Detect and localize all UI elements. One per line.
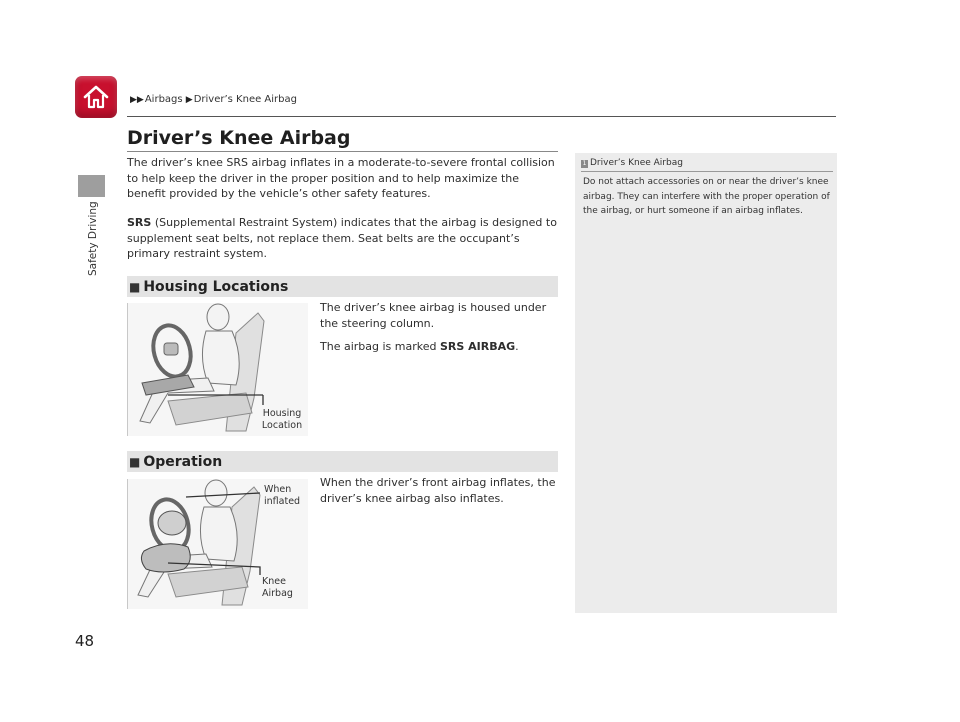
section-heading-operation: [127, 451, 558, 472]
note-text: Do not attach accessories on or near the driver’s knee airbag. They can interfere with the proper operation of the airbag, or hurt someone if an airbag inflates.: [583, 177, 830, 216]
intro-paragraph: The driver’s knee SRS airbag inflates in a moderate-to-severe frontal collision to help keep the driver in the proper position and to help maximize the benefit provided by the vehicle’s other safety features.: [127, 156, 555, 200]
housing-description: [320, 300, 556, 355]
housing-illustration: [127, 303, 308, 436]
section-heading-text: Housing Locations: [143, 278, 289, 295]
square-bullet-icon: ■: [129, 454, 141, 469]
home-button[interactable]: [75, 76, 117, 118]
breadcrumb-airbags[interactable]: Airbags: [144, 94, 183, 105]
note-divider: [581, 171, 833, 172]
breadcrumb: [130, 94, 297, 105]
knee-airbag-callout: Knee Airbag: [262, 576, 293, 599]
section-tab-label: Safety Driving: [87, 201, 99, 276]
title-divider: [127, 151, 558, 152]
header-divider: [127, 116, 836, 117]
when-inflated-callout: When inflated: [264, 484, 301, 507]
page-title: Driver’s Knee Airbag: [127, 127, 351, 149]
operation-illustration: [127, 479, 308, 609]
housing-location-callout: Housing Location: [261, 408, 303, 431]
srs-airbag-mark: SRS AIRBAG: [439, 340, 516, 353]
srs-paragraph: [127, 215, 558, 262]
triangle-right-icon: ▶▶: [130, 95, 144, 105]
page-number: 48: [75, 632, 95, 650]
breadcrumb-current: Driver’s Knee Airbag: [193, 94, 297, 105]
section-heading-text: Operation: [143, 453, 223, 470]
srs-term: SRS: [127, 216, 152, 229]
triangle-right-icon: ▶: [185, 95, 193, 105]
housing-desc-1: The driver’s knee airbag is housed under the steering column.: [320, 301, 547, 330]
section-heading-housing: [127, 276, 558, 297]
operation-description: When the driver’s front airbag inflates, the driver’s knee airbag also inflates.: [320, 476, 556, 505]
section-tab[interactable]: [78, 175, 105, 197]
note-title: 1 Driver’s Knee Airbag: [582, 158, 683, 168]
note-number-badge: 1: [582, 160, 587, 167]
side-note-panel: [575, 153, 837, 613]
housing-desc-2: The airbag is marked SRS AIRBAG.: [320, 340, 519, 353]
srs-definition: (Supplemental Restraint System) indicates that the airbag is designed to supplement seat belts, not replace them. Seat belts are the occupant’s primary restraint system.: [127, 216, 557, 260]
square-bullet-icon: ■: [129, 279, 141, 294]
home-icon: [82, 84, 110, 110]
